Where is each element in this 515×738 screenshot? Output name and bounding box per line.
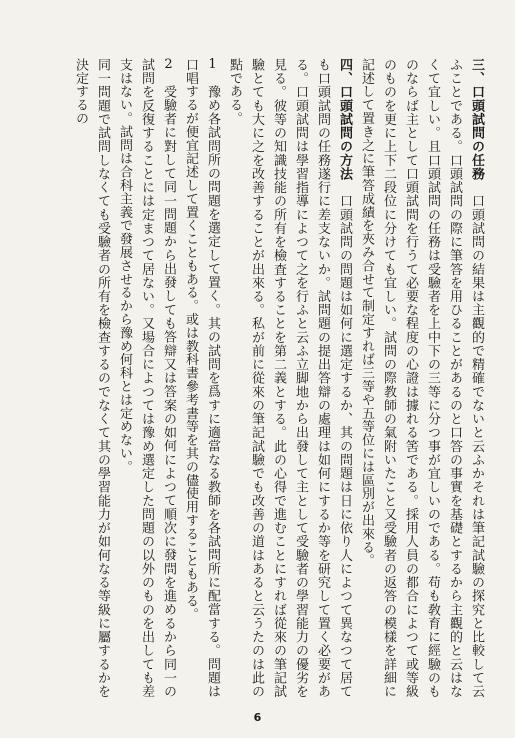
section-four-body: 口頭試問の問題は如何に選定するか、其の問題は日に依り人によつて異なつて居ても口頭試問の任務遂行に差支ないか。試問題の提出答辯の處理は如何にするか等を研究して置く必要がある。口頭試問は學習指導によつて之を行ふと云ふ立脚地から出發して主として受驗者の學習能力の優劣を見る。彼等の知識技能の所有を檢査することを第二義とする。此の心得で進むことにすれば從來の筆記試驗とても大に之を改善することが出來る。私が前に從來の筆記試驗でも改善の道はあると云うたのは此の點である。 (227, 58, 352, 698)
section-four-heading: 四、口頭試問の方法 (337, 58, 352, 181)
list-item (179, 58, 223, 698)
list-item-number: 1 (208, 58, 217, 71)
vertical-text-body (17, 58, 487, 698)
section-three-body: 口頭試問の結果は主觀的で精確でないと云ふかそれは筆記試驗の探究と比較して云ふことである。口頭試問の際に筆答を用ひることがあるのと口答の事實を基礎とするから主觀的と云はなくて宜しい。且口頭試問の任務は受驗者を上中下の三等に分つ事が宜しいのである。苟も敎育に經驗のものならば主として口頭試問を行うて必要な程度の心證は據れる筈である。採用人員の都合によつて或等級のものを更に上下二段位に分けても宜しい。試問の際教師の氣附いたこと又受驗者の返答の模樣を詳細に記述して置き之に筆答成績を夾み合せて制定すれば三等や五等位には區別が出來る。 (359, 58, 484, 698)
section-three-paragraph (355, 58, 487, 698)
list-item-text: 同一問題で試問しなくても受驗者の所有を檢查するのでなくて其の學習能力が如何なる等級に屬するかを決定するの (73, 58, 110, 698)
page-number: 6 (253, 711, 262, 724)
list-item (113, 58, 179, 698)
section-four-paragraph (223, 58, 355, 698)
section-three-heading: 三、口頭試問の任務 (469, 58, 484, 181)
list-item-text: 豫め各試問所の問題を選定して置く。其の試問を爲すに適當なる教師を各試問所に配當する。問題は口唱するが便宜記述して置くこともある。或は教科書參考書等を其の儘使用することもある。 (183, 58, 220, 698)
list-item-number: 2 (164, 58, 173, 71)
list-item-text: 受驗者に對して同一問題から出發しても答辯又は答案の如何によつて順次に發問を進めるから同一の試問を反復することには定まつて居ない。又場合によつては豫め選定した問題の以外のものを出しても差支はない。試問は合科主義で發展させるから豫め何科とは定めない。 (117, 58, 176, 698)
list-item (69, 58, 113, 698)
